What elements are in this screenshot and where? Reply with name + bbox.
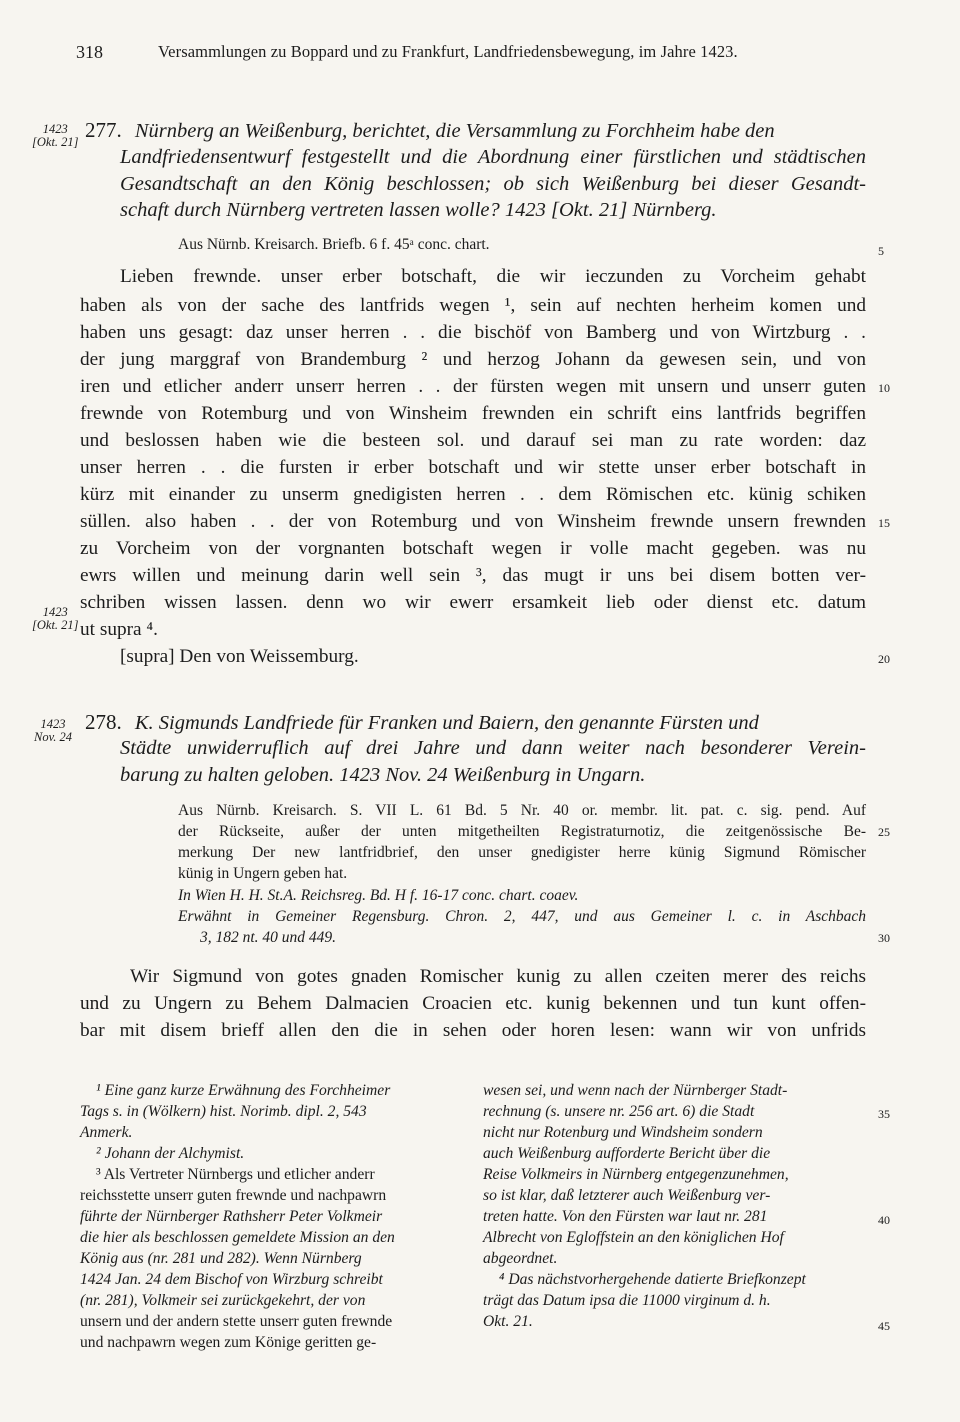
doc-heading-278-line-1 — [85, 710, 866, 735]
doc-number-278: 278. — [85, 710, 122, 734]
doc-body-278-line-3: bar mit disem brieff allen den die in sehen oder horen lesen: wann wir von unfrids — [80, 1020, 866, 1041]
doc-heading-277-line-4: schaft durch Nürnberg vertreten lassen wolle? 1423 [Okt. 21] Nürnberg. — [120, 199, 717, 221]
margin-date-day: Nov. 24 — [34, 730, 72, 744]
doc-body-278-line-2: und zu Ungern zu Behem Dalmacien Croacien etc. kunig bekennen und tun kunt offen- — [80, 993, 866, 1014]
line-number: 20 — [878, 652, 890, 666]
footnote-3-line-13: auch Weißenburg aufforderte Bericht über die — [483, 1145, 771, 1162]
doc-body-277-line-8: unser herren . . die fursten ir erber botschaft und wir stette unser erber botschaft in — [80, 457, 866, 478]
footnote-3-line-4: die hier als beschlossen gemeldete Mission an den — [80, 1229, 395, 1246]
footnote-3-line-3: führte der Nürnberger Rathsherr Peter Volkmeir — [80, 1208, 383, 1225]
doc-body-277-line-10: süllen. also haben . . der von Rotemburg und von Winsheim frewnde unsern frewnden — [80, 511, 866, 532]
footnote-3-line-10: wesen sei, und wenn nach der Nürnberger Stadt- — [483, 1082, 788, 1099]
doc-heading-278-line-3: barung zu halten geloben. 1423 Nov. 24 Weißenburg in Ungarn. — [120, 764, 646, 786]
line-number: 35 — [878, 1107, 890, 1121]
margin-date-277-datum — [32, 606, 79, 632]
footnote-4-line-3: Okt. 21. — [483, 1313, 533, 1330]
footnote-1-line-2: Tags s. in (Wölkern) hist. Norimb. dipl. 2, 543 — [80, 1103, 367, 1120]
line-number: 30 — [878, 931, 890, 945]
doc-body-277-line-4: der jung marggraf von Brandemburg ² und herzog Johann da gewesen sein, und von — [80, 349, 866, 370]
line-number: 45 — [878, 1319, 890, 1333]
footnote-1-line-3: Anmerk. — [80, 1124, 133, 1141]
margin-date-day: [Okt. 21] — [32, 618, 79, 632]
footnote-3-line-2: reichsstette unserr guten frewnde und nachpawrn — [80, 1187, 387, 1204]
margin-date-year: 1423 — [42, 122, 68, 136]
margin-date-278 — [34, 718, 72, 744]
doc-body-277-line-6: frewnde von Rotemburg und von Winsheim frewnden ein schrift eins lantfrids begriffen — [80, 403, 866, 424]
doc-heading-277-line-1 — [85, 118, 866, 143]
doc-body-278-line-1: Wir Sigmund von gotes gnaden Romischer kunig zu allen czeiten merer des reichs — [130, 966, 866, 987]
footnote-3-line-5: König aus (nr. 281 und 282). Wenn Nürnberg — [80, 1250, 362, 1267]
line-number: 25 — [878, 825, 890, 839]
source-note-278-line-3: merkung Der new lantfridbrief, den unser gnedigister herre künig Sigmund Römischer — [178, 844, 866, 861]
line-number: 15 — [878, 516, 890, 530]
footnote-3-line-7: (nr. 281), Volkmeir sei zurückgekehrt, der von — [80, 1292, 366, 1309]
source-note-278-line-6: Erwähnt in Gemeiner Regensburg. Chron. 2, 447, und aus Gemeiner l. c. in Aschbach — [178, 908, 866, 925]
page-number: 318 — [76, 42, 103, 62]
footnote-3-line-6: 1424 Jan. 24 dem Bischof von Wirzburg schreibt — [80, 1271, 383, 1288]
footnote-3-line-1: ³ Als Vertreter Nürnbergs und etlicher anderr — [96, 1166, 375, 1183]
footnote-4-line-2: trägt das Datum ipsa die 11000 virginum d. h. — [483, 1292, 771, 1309]
heading-text: Nürnberg an Weißenburg, berichtet, die Versammlung zu Forchheim habe den — [134, 120, 775, 142]
doc-heading-277-line-2: Landfriedensentwurf festgestellt und die Abordnung einer fürstlichen und städtischen — [120, 146, 866, 168]
footnote-2: ² Johann der Alchymist. — [96, 1145, 245, 1162]
doc-number-277: 277. — [85, 118, 122, 142]
doc-body-277-line-13: schriben wissen lassen. denn wo wir ewerr ersamkeit lieb oder dienst etc. datum — [80, 592, 866, 613]
source-note-277: Aus Nürnb. Kreisarch. Briefb. 6 f. 45ᵃ conc. chart. — [178, 236, 490, 253]
doc-body-277-line-11: zu Vorcheim von der vorgnanten botschaft wegen ir volle macht gegeben. was nu — [80, 538, 866, 559]
line-number: 5 — [878, 244, 884, 258]
source-note-278-line-2: der Rückseite, außer der unten mitgetheilten Registraturnotiz, die zeitgenössische Be- — [178, 823, 866, 840]
doc-body-277-address: [supra] Den von Weissemburg. — [120, 646, 359, 667]
doc-heading-277-line-3: Gesandtschaft an den König beschlossen; ob sich Weißenburg bei dieser Gesandt- — [120, 173, 866, 195]
doc-body-277-line-1: Lieben frewnde. unser erber botschaft, die wir ieczunden zu Vorcheim gehabt — [120, 266, 866, 287]
footnote-3-line-8: unsern und der andern stette unserr guten frewnde — [80, 1313, 393, 1330]
footnote-3-line-17: Albrecht von Egloffstein an den königlichen Hof — [483, 1229, 784, 1246]
line-number: 40 — [878, 1213, 890, 1227]
footnote-3-line-16: treten hatte. Von den Fürsten war laut nr. 281 — [483, 1208, 768, 1225]
doc-body-277-line-7: und beslossen haben wie die besteen sol. und darauf sei man zu rate worden: daz — [80, 430, 866, 451]
doc-body-277-line-2: haben als von der sache des lantfrids wegen ¹, sein auf nechten herheim komen und — [80, 295, 866, 316]
footnote-1-line-1: ¹ Eine ganz kurze Erwähnung des Forchheimer — [96, 1082, 391, 1099]
doc-body-277-line-3: haben uns gesagt: daz unser herren . . die bischöf von Bamberg und von Wirtzburg . . — [80, 322, 866, 343]
footnote-3-line-11: rechnung (s. unsere nr. 256 art. 6) die Stadt — [483, 1103, 755, 1120]
source-note-278-line-4: künig in Ungern geben hat. — [178, 865, 348, 882]
source-note-278-line-7: 3, 182 nt. 40 und 449. — [200, 929, 337, 946]
footnote-3-line-18: abgeordnet. — [483, 1250, 558, 1267]
source-note-278-line-5: In Wien H. H. St.A. Reichsreg. Bd. H f. 16-17 conc. chart. coaev. — [178, 887, 579, 904]
heading-text: K. Sigmunds Landfriede für Franken und Baiern, den genannte Fürsten und — [134, 712, 759, 734]
margin-date-year: 1423 — [42, 605, 68, 619]
margin-date-277 — [32, 123, 79, 149]
margin-date-year: 1423 — [40, 717, 66, 731]
footnote-3-line-9: und nachpawrn wegen zum Könige geritten ge- — [80, 1334, 377, 1351]
doc-body-277-line-12: ewrs willen und meinung darin well sein ³, das mugt ir uns bei disem botten ver- — [80, 565, 866, 586]
footnote-4-line-1: ⁴ Das nächstvorhergehende datierte Briefkonzept — [499, 1271, 806, 1288]
doc-body-277-line-14: ut supra ⁴. — [80, 619, 158, 640]
footnote-3-line-12: nicht nur Rotenburg und Windsheim sondern — [483, 1124, 763, 1141]
running-title: Versammlungen zu Boppard und zu Frankfurt, Landfriedensbewegung, im Jahre 1423. — [158, 42, 738, 61]
footnote-3-line-14: Reise Volkmeirs in Nürnberg entgegenzunehmen, — [483, 1166, 789, 1183]
running-header — [76, 42, 876, 68]
doc-body-277-line-5: iren und etlicher anderr unserr herren . . der fürsten wegen mit unsern und unserr guten — [80, 376, 866, 397]
doc-body-277-line-9: kürz mit einander zu unserm gnedigisten herren . . dem Römischen etc. künig schiken — [80, 484, 866, 505]
doc-heading-278-line-2: Städte unwiderruflich auf drei Jahre und dann weiter nach besonderer Verein- — [120, 737, 866, 759]
footnote-3-line-15: so ist klar, daß letzterer auch Weißenburg ver- — [483, 1187, 771, 1204]
margin-date-day: [Okt. 21] — [32, 135, 79, 149]
source-note-278-line-1: Aus Nürnb. Kreisarch. S. VII L. 61 Bd. 5 Nr. 40 or. membr. lit. pat. c. sig. pend. Auf — [178, 802, 866, 819]
line-number: 10 — [878, 381, 890, 395]
